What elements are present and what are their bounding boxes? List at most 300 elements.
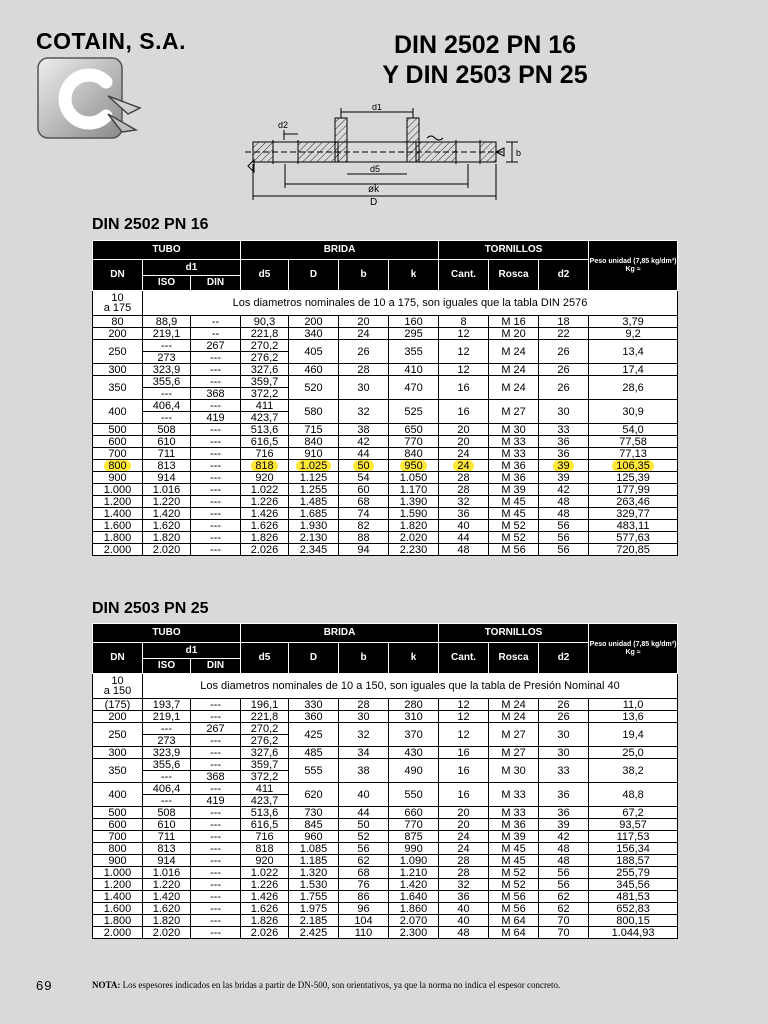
cell-d2: 22	[539, 328, 589, 340]
cell-b: 62	[339, 855, 389, 867]
cell-D: 1.085	[289, 843, 339, 855]
cell-peso: 188,57	[589, 855, 678, 867]
cell-b: 38	[339, 759, 389, 783]
cell-iso: 1.220	[143, 879, 191, 891]
cell-d2: 26	[539, 376, 589, 400]
cell-dn: 1.800	[93, 532, 143, 544]
cell-peso: 13,4	[589, 340, 678, 364]
cell-iso: 711	[143, 448, 191, 460]
cell-din: ---	[191, 699, 241, 711]
cell-din-2: 419	[191, 412, 241, 424]
cell-b: 34	[339, 747, 389, 759]
flange-table-din2503	[92, 623, 678, 939]
cell-D: 1.530	[289, 879, 339, 891]
cell-k	[389, 460, 439, 472]
cell-rosca: M 52	[489, 532, 539, 544]
cell-d5: 327,6	[241, 747, 289, 759]
table-row	[93, 316, 678, 328]
cell-din: --	[191, 316, 241, 328]
col-d5: d5	[241, 643, 289, 674]
cell-b: 96	[339, 903, 389, 915]
col-d1: d1	[143, 260, 241, 276]
cell-d2: 48	[539, 843, 589, 855]
highlight-dn: 800	[104, 460, 130, 472]
cell-cant: 8	[439, 316, 489, 328]
col-rosca: Rosca	[489, 260, 539, 291]
col-D: D	[289, 260, 339, 291]
cell-cant: 40	[439, 915, 489, 927]
cell-k: 1.170	[389, 484, 439, 496]
cell-dn: 1.800	[93, 915, 143, 927]
cell-d2: 26	[539, 340, 589, 364]
cell-rosca: M 20	[489, 328, 539, 340]
cell-D: 425	[289, 723, 339, 747]
highlight-cant: 24	[453, 460, 473, 472]
cell-dn: 400	[93, 400, 143, 424]
cell-din: 267	[191, 340, 241, 352]
cell-iso-2: ---	[143, 388, 191, 400]
cell-peso: 156,34	[589, 843, 678, 855]
col-d2: d2	[539, 260, 589, 291]
cell-d2	[539, 460, 589, 472]
cell-d5: 1.022	[241, 867, 289, 879]
cell-k: 310	[389, 711, 439, 723]
cell-iso: 1.016	[143, 484, 191, 496]
cell-iso: 914	[143, 855, 191, 867]
cell-b: 20	[339, 316, 389, 328]
cell-k: 490	[389, 759, 439, 783]
cell-rosca: M 56	[489, 891, 539, 903]
cell-d5-2: 276,2	[241, 735, 289, 747]
table-row	[93, 340, 678, 352]
cell-dn: 500	[93, 807, 143, 819]
cell-d5: 513,6	[241, 424, 289, 436]
cell-d2: 18	[539, 316, 589, 328]
cell-b: 68	[339, 496, 389, 508]
cell-peso: 263,46	[589, 496, 678, 508]
cell-iso: ---	[143, 340, 191, 352]
cell-dn: 700	[93, 448, 143, 460]
cell-cant: 40	[439, 903, 489, 915]
cell-b: 44	[339, 807, 389, 819]
cell-iso: 2.020	[143, 544, 191, 556]
cell-rosca: M 36	[489, 819, 539, 831]
table-row	[93, 364, 678, 376]
cell-din: ---	[191, 855, 241, 867]
cell-peso: 54,0	[589, 424, 678, 436]
cell-din: ---	[191, 484, 241, 496]
cell-dn: 2.000	[93, 927, 143, 939]
cell-dn: 1.600	[93, 520, 143, 532]
table-row	[93, 436, 678, 448]
cell-cant: 36	[439, 508, 489, 520]
cell-D: 200	[289, 316, 339, 328]
title-line-1: DIN 2502 PN 16	[393, 31, 577, 59]
cell-din: ---	[191, 544, 241, 556]
cell-k: 1.050	[389, 472, 439, 484]
dim-d5: d5	[370, 164, 381, 174]
col-group-brida: BRIDA	[241, 241, 439, 260]
cell-dn: 700	[93, 831, 143, 843]
cell-rosca: M 30	[489, 424, 539, 436]
cell-rosca: M 24	[489, 699, 539, 711]
cell-k: 875	[389, 831, 439, 843]
cell-din: ---	[191, 508, 241, 520]
cell-cant: 20	[439, 436, 489, 448]
col-iso: ISO	[143, 659, 191, 674]
cell-dn: 800	[93, 843, 143, 855]
cell-D: 2.185	[289, 915, 339, 927]
cell-D: 360	[289, 711, 339, 723]
cell-peso: 577,63	[589, 532, 678, 544]
cell-din: ---	[191, 831, 241, 843]
cell-k: 410	[389, 364, 439, 376]
cell-cant: 20	[439, 424, 489, 436]
table-row	[93, 448, 678, 460]
cell-din: ---	[191, 927, 241, 939]
col-group-tubo: TUBO	[93, 241, 241, 260]
cell-rosca: M 45	[489, 496, 539, 508]
cell-D: 2.425	[289, 927, 339, 939]
note-text: Los espesores indicados en las bridas a partir de DN-500, son orientativos, ya que la norma no indica el espesor concreto.	[122, 980, 561, 990]
cell-d5-2: 372,2	[241, 771, 289, 783]
cell-iso-2: ---	[143, 795, 191, 807]
table-row	[93, 891, 678, 903]
table-row	[93, 711, 678, 723]
cell-peso: 483,11	[589, 520, 678, 532]
cell-dn: 1.400	[93, 891, 143, 903]
cell-d5: 1.626	[241, 520, 289, 532]
cell-cant: 24	[439, 843, 489, 855]
cell-b: 88	[339, 532, 389, 544]
cell-rosca: M 27	[489, 400, 539, 424]
cell-dn: 300	[93, 747, 143, 759]
cell-d2: 56	[539, 544, 589, 556]
cell-iso: 323,9	[143, 364, 191, 376]
cell-cant: 16	[439, 376, 489, 400]
cell-d5: 1.426	[241, 508, 289, 520]
cell-dn: 500	[93, 424, 143, 436]
cell-d5: 270,2	[241, 340, 289, 352]
col-d1: d1	[143, 643, 241, 659]
cell-rosca: M 39	[489, 831, 539, 843]
cell-d5	[241, 460, 289, 472]
highlight-b: 50	[353, 460, 373, 472]
cell-D	[289, 460, 339, 472]
cell-k: 470	[389, 376, 439, 400]
cell-b: 30	[339, 711, 389, 723]
cell-rosca: M 33	[489, 807, 539, 819]
cell-d2: 56	[539, 879, 589, 891]
cell-d5: 1.626	[241, 903, 289, 915]
cell-iso: 1.820	[143, 915, 191, 927]
cell-b: 30	[339, 376, 389, 400]
cell-iso: 219,1	[143, 328, 191, 340]
cell-din: ---	[191, 807, 241, 819]
note-text: Los diametros nominales de 10 a 175, son iguales que la tabla DIN 2576	[143, 291, 678, 316]
cell-peso: 255,79	[589, 867, 678, 879]
cell-dn: 1.000	[93, 484, 143, 496]
cell-dn: 350	[93, 376, 143, 400]
cell-k: 2.020	[389, 532, 439, 544]
cell-peso: 93,57	[589, 819, 678, 831]
cell-din: ---	[191, 448, 241, 460]
cell-dn: 600	[93, 436, 143, 448]
cell-d5: 221,8	[241, 328, 289, 340]
cell-d2: 62	[539, 891, 589, 903]
cell-din: ---	[191, 915, 241, 927]
cell-D: 1.685	[289, 508, 339, 520]
cell-d2: 70	[539, 927, 589, 939]
cell-iso: 219,1	[143, 711, 191, 723]
cell-iso: 1.016	[143, 867, 191, 879]
cell-d2: 56	[539, 532, 589, 544]
cell-b: 38	[339, 424, 389, 436]
cell-rosca: M 24	[489, 364, 539, 376]
cell-D: 620	[289, 783, 339, 807]
cell-peso: 48,8	[589, 783, 678, 807]
table-row	[93, 843, 678, 855]
table-row	[93, 903, 678, 915]
cell-iso: 508	[143, 807, 191, 819]
cell-rosca: M 33	[489, 783, 539, 807]
cell-peso: 177,99	[589, 484, 678, 496]
cell-din: ---	[191, 424, 241, 436]
table-row	[93, 807, 678, 819]
brand-name: COTAIN, S.A.	[36, 28, 186, 54]
cell-rosca: M 64	[489, 927, 539, 939]
cell-D: 730	[289, 807, 339, 819]
cell-din: ---	[191, 711, 241, 723]
cell-cant: 40	[439, 520, 489, 532]
table-row	[93, 460, 678, 472]
cell-d5: 327,6	[241, 364, 289, 376]
cell-d2: 48	[539, 855, 589, 867]
cell-d5: 920	[241, 855, 289, 867]
title-line-2: Y DIN 2503 PN 25	[382, 61, 588, 89]
cell-d5: 411	[241, 400, 289, 412]
cell-D: 460	[289, 364, 339, 376]
cell-k: 1.420	[389, 879, 439, 891]
cell-cant: 16	[439, 747, 489, 759]
cell-dn: 1.600	[93, 903, 143, 915]
table-row	[93, 376, 678, 388]
cell-peso: 329,77	[589, 508, 678, 520]
table-row	[93, 472, 678, 484]
cell-din: --	[191, 328, 241, 340]
cell-d2: 48	[539, 508, 589, 520]
cell-cant: 12	[439, 723, 489, 747]
cell-din: ---	[191, 496, 241, 508]
col-b: b	[339, 643, 389, 674]
table-row	[93, 927, 678, 939]
cell-rosca: M 52	[489, 520, 539, 532]
cell-D: 960	[289, 831, 339, 843]
cell-D: 715	[289, 424, 339, 436]
table-row	[93, 723, 678, 735]
cell-rosca: M 45	[489, 508, 539, 520]
cell-din: ---	[191, 759, 241, 771]
cell-peso: 13,6	[589, 711, 678, 723]
cell-d5: 411	[241, 783, 289, 795]
cell-dn: 200	[93, 328, 143, 340]
cell-peso: 19,4	[589, 723, 678, 747]
cell-cant: 48	[439, 544, 489, 556]
cell-k: 160	[389, 316, 439, 328]
cell-rosca: M 33	[489, 448, 539, 460]
dim-k: øk	[368, 184, 380, 195]
cell-k: 770	[389, 436, 439, 448]
cell-d2: 30	[539, 723, 589, 747]
cell-d2: 33	[539, 424, 589, 436]
cell-k: 1.640	[389, 891, 439, 903]
cell-D: 340	[289, 328, 339, 340]
cell-din: ---	[191, 376, 241, 388]
cell-peso: 38,2	[589, 759, 678, 783]
cell-cant: 16	[439, 783, 489, 807]
cell-d2: 39	[539, 472, 589, 484]
cell-rosca: M 27	[489, 747, 539, 759]
cell-d2: 39	[539, 819, 589, 831]
cell-iso: 355,6	[143, 759, 191, 771]
cell-din: ---	[191, 460, 241, 472]
cell-D: 840	[289, 436, 339, 448]
cell-iso: ---	[143, 723, 191, 735]
cell-d2: 36	[539, 783, 589, 807]
cell-D: 555	[289, 759, 339, 783]
cell-cant: 28	[439, 867, 489, 879]
cell-rosca: M 16	[489, 316, 539, 328]
cell-dn: 350	[93, 759, 143, 783]
cell-b: 68	[339, 867, 389, 879]
cell-iso: 323,9	[143, 747, 191, 759]
cell-D: 845	[289, 819, 339, 831]
cell-iso: 1.820	[143, 532, 191, 544]
cell-d5: 513,6	[241, 807, 289, 819]
note-dn: 10 a 150	[93, 674, 143, 699]
cell-peso: 1.044,93	[589, 927, 678, 939]
cell-D: 485	[289, 747, 339, 759]
cell-cant: 12	[439, 699, 489, 711]
cell-d5: 616,5	[241, 436, 289, 448]
cell-rosca: M 33	[489, 436, 539, 448]
cell-peso: 3,79	[589, 316, 678, 328]
cell-b: 104	[339, 915, 389, 927]
cell-k: 430	[389, 747, 439, 759]
cell-D: 1.485	[289, 496, 339, 508]
cell-dn: 80	[93, 316, 143, 328]
cell-iso: 1.220	[143, 496, 191, 508]
cell-peso: 345,56	[589, 879, 678, 891]
cell-din: ---	[191, 747, 241, 759]
cell-k: 1.860	[389, 903, 439, 915]
cell-D: 1.975	[289, 903, 339, 915]
footer-note	[92, 980, 560, 990]
table-row	[93, 508, 678, 520]
cell-din: ---	[191, 903, 241, 915]
cell-dn	[93, 460, 143, 472]
cell-d5: 1.826	[241, 532, 289, 544]
cell-d5: 818	[241, 843, 289, 855]
cell-rosca: M 52	[489, 867, 539, 879]
cell-iso: 1.420	[143, 508, 191, 520]
cell-d5: 359,7	[241, 376, 289, 388]
cell-din: ---	[191, 364, 241, 376]
cell-d5-2: 423,7	[241, 795, 289, 807]
cell-d5: 920	[241, 472, 289, 484]
cell-k: 1.210	[389, 867, 439, 879]
cell-D: 910	[289, 448, 339, 460]
cell-d5: 716	[241, 448, 289, 460]
cell-cant: 20	[439, 807, 489, 819]
cell-iso: 1.620	[143, 520, 191, 532]
cell-d5: 616,5	[241, 819, 289, 831]
cell-rosca: M 45	[489, 855, 539, 867]
table-row	[93, 831, 678, 843]
cell-cant: 12	[439, 711, 489, 723]
col-k: k	[389, 260, 439, 291]
cell-b: 26	[339, 340, 389, 364]
col-k: k	[389, 643, 439, 674]
cell-iso: 813	[143, 843, 191, 855]
cell-D: 1.320	[289, 867, 339, 879]
cell-k: 770	[389, 819, 439, 831]
cell-iso: 610	[143, 436, 191, 448]
cell-D: 1.755	[289, 891, 339, 903]
cell-D: 2.345	[289, 544, 339, 556]
cell-d2: 36	[539, 436, 589, 448]
cell-b: 110	[339, 927, 389, 939]
col-group-tubo: TUBO	[93, 624, 241, 643]
cell-peso: 720,85	[589, 544, 678, 556]
cell-b: 76	[339, 879, 389, 891]
cell-D: 1.930	[289, 520, 339, 532]
highlight-D: 1.025	[296, 460, 332, 472]
cell-d5: 716	[241, 831, 289, 843]
cell-iso: 88,9	[143, 316, 191, 328]
cell-iso: 406,4	[143, 783, 191, 795]
cell-d2: 36	[539, 448, 589, 460]
cell-d5: 1.426	[241, 891, 289, 903]
cell-peso: 652,83	[589, 903, 678, 915]
cell-cant: 24	[439, 448, 489, 460]
cell-din-2: 368	[191, 771, 241, 783]
table-row	[93, 328, 678, 340]
cell-din-2: 419	[191, 795, 241, 807]
cell-b: 42	[339, 436, 389, 448]
col-d2: d2	[539, 643, 589, 674]
col-group-brida: BRIDA	[241, 624, 439, 643]
cell-rosca: M 27	[489, 723, 539, 747]
cell-din: ---	[191, 819, 241, 831]
col-rosca: Rosca	[489, 643, 539, 674]
cell-dn: 200	[93, 711, 143, 723]
cell-d2: 30	[539, 400, 589, 424]
col-dn: DN	[93, 643, 143, 674]
cell-dn: 1.200	[93, 496, 143, 508]
cell-d2: 26	[539, 711, 589, 723]
cell-peso: 125,39	[589, 472, 678, 484]
cell-dn: 900	[93, 472, 143, 484]
cell-iso-2: ---	[143, 771, 191, 783]
cell-D: 2.130	[289, 532, 339, 544]
cell-D: 1.125	[289, 472, 339, 484]
cell-d5: 1.022	[241, 484, 289, 496]
cell-rosca: M 64	[489, 915, 539, 927]
cell-peso: 25,0	[589, 747, 678, 759]
highlight-k: 950	[400, 460, 426, 472]
cell-din-2: ---	[191, 735, 241, 747]
